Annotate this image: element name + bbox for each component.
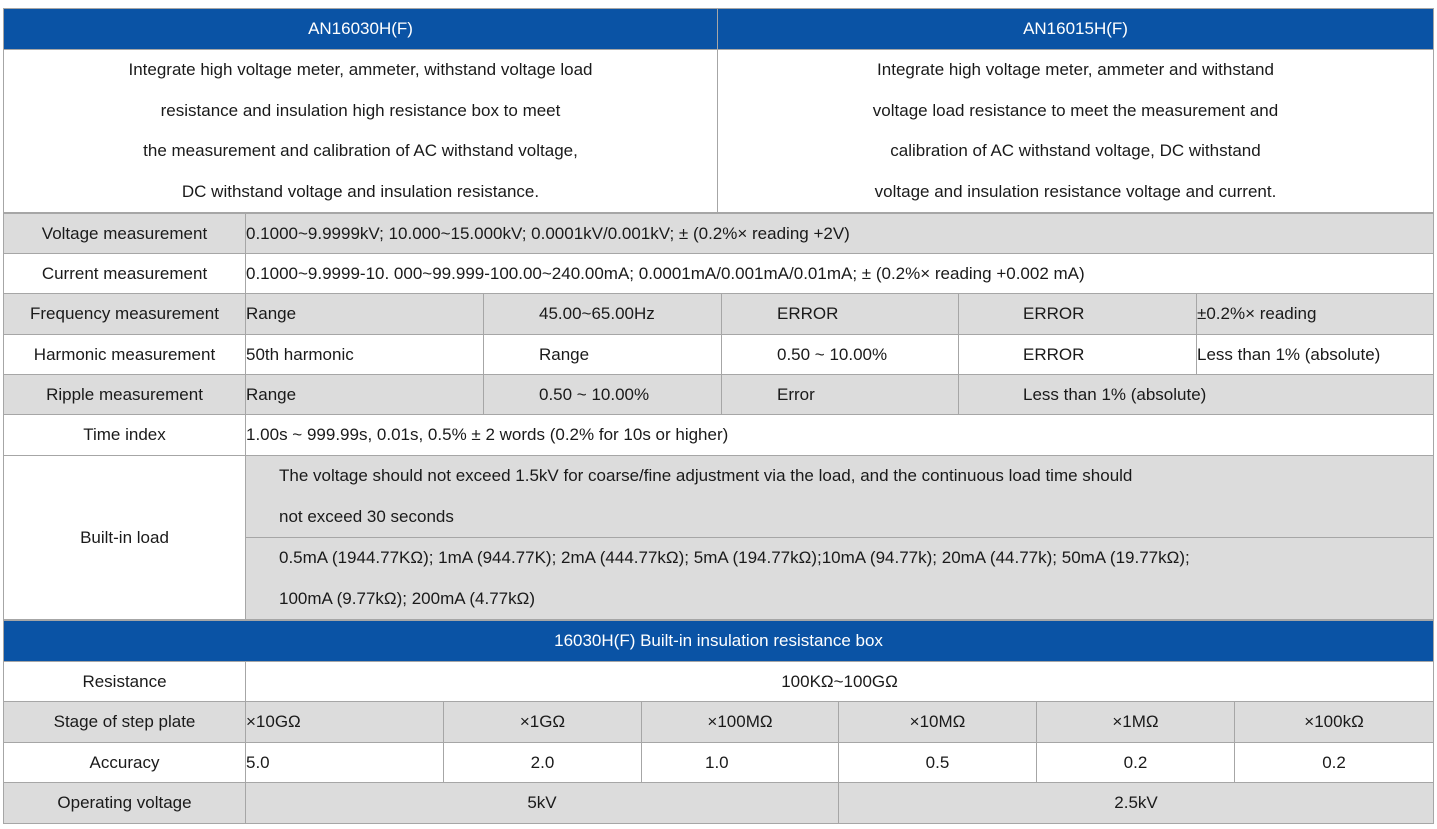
model-right-description (718, 50, 1434, 213)
accuracy-cell: 0.5 (839, 743, 1037, 783)
load-label: Built-in load (4, 456, 246, 620)
harmonic-cell: Range (484, 335, 722, 375)
ripple-row (4, 375, 1434, 415)
voltage-label: Voltage measurement (4, 214, 246, 254)
current-row (4, 254, 1434, 294)
operating-row (4, 783, 1434, 824)
box-title: 16030H(F) Built-in insulation resistance box (4, 621, 1434, 662)
harmonic-cell: 50th harmonic (246, 335, 484, 375)
model-description-row (4, 50, 1434, 213)
harmonic-cell: 0.50 ~ 10.00% (722, 335, 959, 375)
current-value: 0.1000~9.9999-10. 000~99.999-100.00~240.00mA; 0.0001mA/0.001mA/0.01mA; ± (0.2%× reading +0.002 mA) (246, 254, 1434, 294)
accuracy-cell: 1.0 (642, 743, 839, 783)
accuracy-cell: 2.0 (444, 743, 642, 783)
stage-cell: ×1GΩ (444, 702, 642, 743)
description-line: calibration of AC withstand voltage, DC withstand (890, 141, 1261, 160)
model-left-description (4, 50, 718, 213)
stage-cell: ×1MΩ (1037, 702, 1235, 743)
description-line: Integrate high voltage meter, ammeter, withstand voltage load (128, 60, 593, 79)
resistance-value: 100KΩ~100GΩ (246, 662, 1434, 702)
ripple-label: Ripple measurement (4, 375, 246, 415)
model-right-name: AN16015H(F) (718, 9, 1434, 50)
time-row (4, 415, 1434, 456)
resistance-label: Resistance (4, 662, 246, 702)
resistance-box-table (3, 620, 1434, 824)
frequency-cell: ERROR (722, 294, 959, 335)
accuracy-row (4, 743, 1434, 783)
accuracy-label: Accuracy (4, 743, 246, 783)
stages-row (4, 702, 1434, 743)
harmonic-label: Harmonic measurement (4, 335, 246, 375)
measurement-spec-table (3, 213, 1434, 620)
frequency-cell: 45.00~65.00Hz (484, 294, 722, 335)
ripple-cell: Less than 1% (absolute) (959, 375, 1434, 415)
frequency-cell: Range (246, 294, 484, 335)
frequency-row (4, 294, 1434, 335)
model-comparison-table (3, 8, 1434, 213)
description-line: voltage load resistance to meet the measurement and (872, 100, 1279, 120)
harmonic-cell: ERROR (959, 335, 1197, 375)
frequency-label: Frequency measurement (4, 294, 246, 335)
current-label: Current measurement (4, 254, 246, 294)
stage-cell: ×100MΩ (642, 702, 839, 743)
load-values (246, 538, 1434, 620)
accuracy-cell: 5.0 (246, 743, 444, 783)
voltage-value: 0.1000~9.9999kV; 10.000~15.000kV; 0.0001kV/0.001kV; ± (0.2%× reading +2V) (246, 214, 1434, 254)
description-line: DC withstand voltage and insulation resistance. (181, 181, 540, 201)
operating-cell: 2.5kV (839, 783, 1434, 824)
load-values-line: 100mA (9.77kΩ); 200mA (4.77kΩ) (279, 588, 535, 608)
description-line: voltage and insulation resistance voltage and current. (874, 181, 1277, 201)
stage-cell: ×100kΩ (1235, 702, 1434, 743)
accuracy-cell: 0.2 (1037, 743, 1235, 783)
accuracy-cell: 0.2 (1235, 743, 1434, 783)
ripple-cell: Error (722, 375, 959, 415)
stage-cell: ×10MΩ (839, 702, 1037, 743)
stages-label: Stage of step plate (4, 702, 246, 743)
load-note (246, 456, 1434, 538)
voltage-row (4, 214, 1434, 254)
spec-sheet (3, 8, 1433, 824)
harmonic-cell: Less than 1% (absolute) (1197, 335, 1434, 375)
frequency-cell: ±0.2%× reading (1197, 294, 1434, 335)
harmonic-row (4, 335, 1434, 375)
resistance-row (4, 662, 1434, 702)
stage-cell: ×10GΩ (246, 702, 444, 743)
load-note-row (4, 456, 1434, 538)
box-title-row (4, 621, 1434, 662)
frequency-cell: ERROR (959, 294, 1197, 335)
time-value: 1.00s ~ 999.99s, 0.01s, 0.5% ± 2 words (0.2% for 10s or higher) (246, 415, 1434, 456)
time-label: Time index (4, 415, 246, 456)
ripple-cell: Range (246, 375, 484, 415)
model-left-name: AN16030H(F) (4, 9, 718, 50)
description-line: the measurement and calibration of AC withstand voltage, (143, 141, 578, 160)
load-values-line: 0.5mA (1944.77KΩ); 1mA (944.77K); 2mA (444.77kΩ); 5mA (194.77kΩ);10mA (94.77k); 20mA (44.77k); 50mA (19.77kΩ); (279, 548, 1190, 567)
description-line: resistance and insulation high resistance box to meet (160, 100, 561, 120)
load-note-line: not exceed 30 seconds (279, 506, 454, 526)
load-note-line: The voltage should not exceed 1.5kV for coarse/fine adjustment via the load, and the continuous load time should (279, 466, 1133, 485)
operating-cell: 5kV (246, 783, 839, 824)
operating-label: Operating voltage (4, 783, 246, 824)
model-header-row (4, 9, 1434, 50)
ripple-cell: 0.50 ~ 10.00% (484, 375, 722, 415)
description-line: Integrate high voltage meter, ammeter and withstand (877, 60, 1274, 79)
